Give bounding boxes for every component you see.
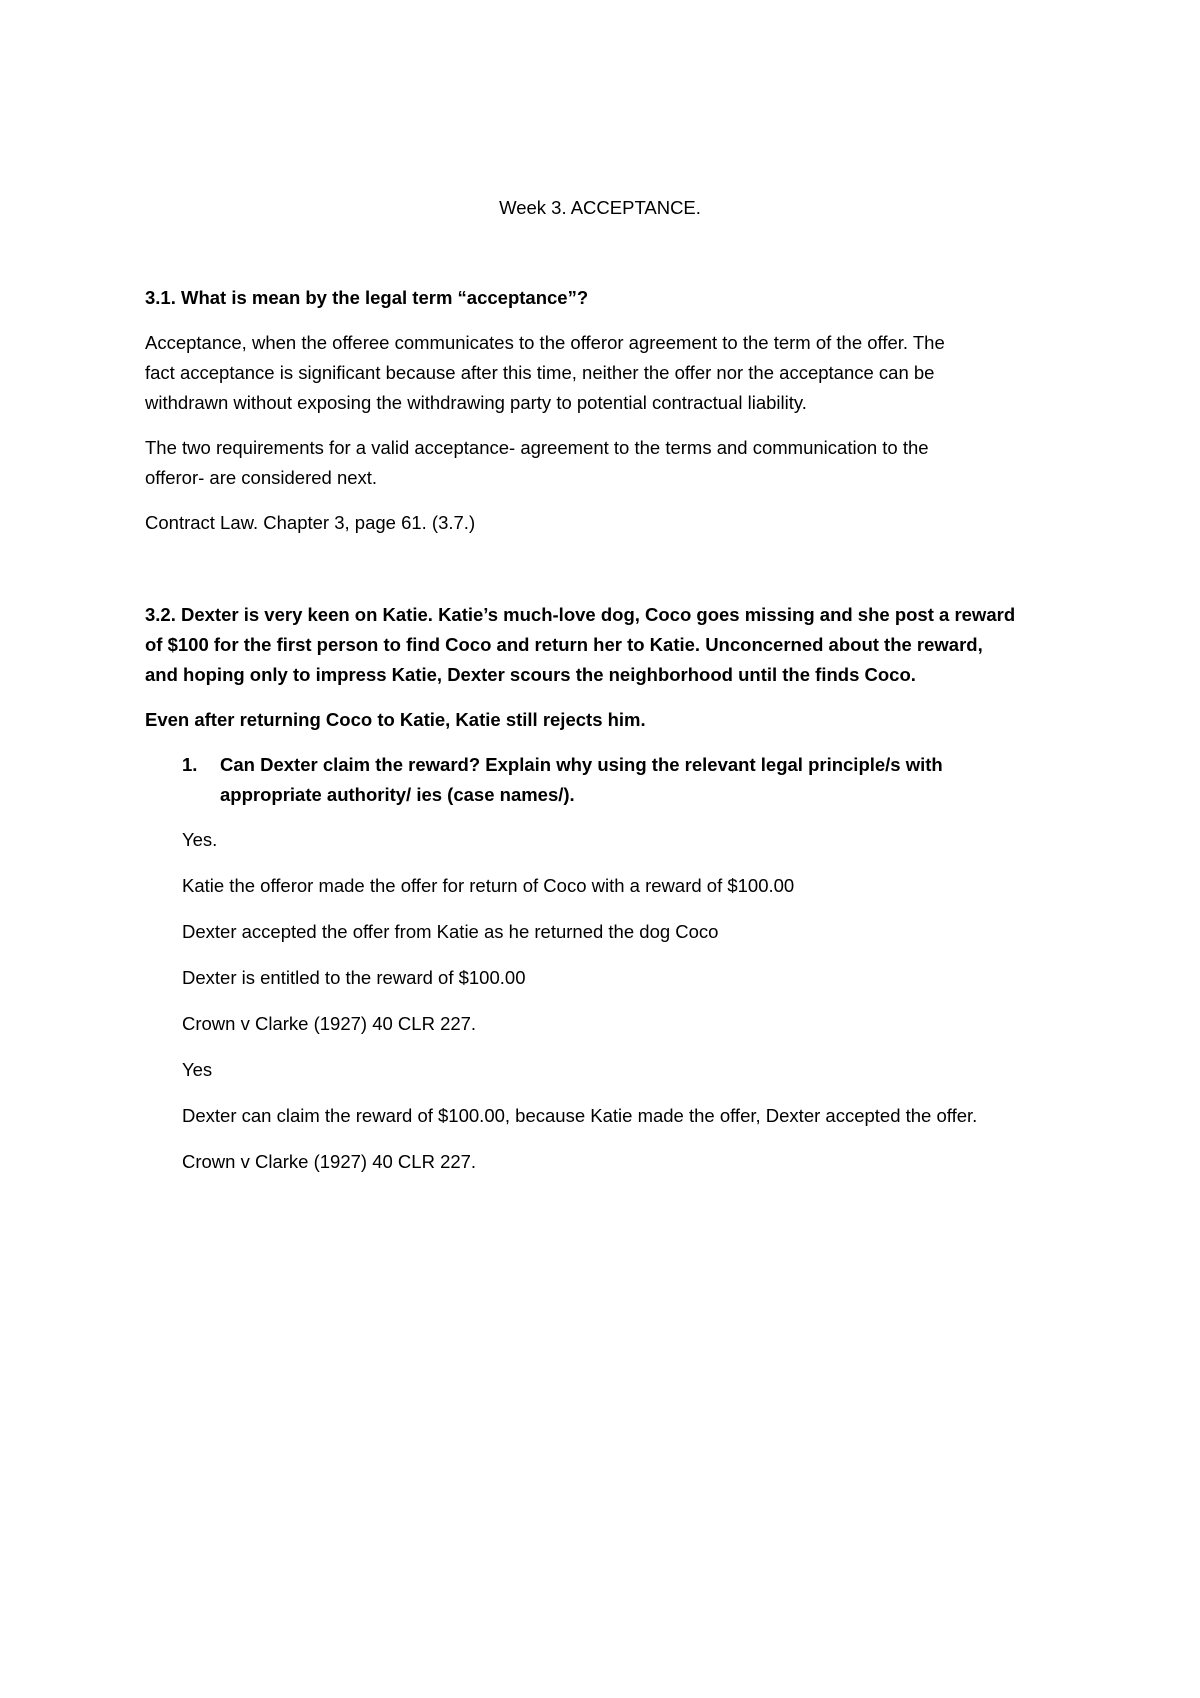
answer-line: Crown v Clarke (1927) 40 CLR 227. xyxy=(182,1013,477,1034)
answer-line: Dexter can claim the reward of $100.00, because Katie made the offer, Dexter accepted the offer. xyxy=(182,1105,978,1126)
q1-heading: 3.1. What is mean by the legal term “acceptance”? xyxy=(145,287,589,308)
q1-para2-line2: offeror- are considered next. xyxy=(145,467,378,488)
q1-para1-line1: Acceptance, when the offeree communicates to the offeror agreement to the term of the offer. The xyxy=(145,332,945,353)
answer-line: Yes. xyxy=(182,829,218,850)
answer-line: Dexter accepted the offer from Katie as he returned the dog Coco xyxy=(182,921,719,942)
q2-followup: Even after returning Coco to Katie, Katie still rejects him. xyxy=(145,709,646,730)
q2-heading-line2: of $100 for the first person to find Coco and return her to Katie. Unconcerned about the reward, xyxy=(145,634,983,655)
answer-line: Dexter is entitled to the reward of $100.00 xyxy=(182,967,526,988)
list-item-text-line1: Can Dexter claim the reward? Explain why using the relevant legal principle/s with xyxy=(220,754,943,775)
q1-para1-line3: withdrawn without exposing the withdrawing party to potential contractual liability. xyxy=(145,392,807,413)
answer-line: Katie the offeror made the offer for return of Coco with a reward of $100.00 xyxy=(182,875,795,896)
list-item-text-line2: appropriate authority/ ies (case names/). xyxy=(220,784,575,805)
q2-heading-line3: and hoping only to impress Katie, Dexter scours the neighborhood until the finds Coco. xyxy=(145,664,916,685)
q1-para2-line1: The two requirements for a valid acceptance- agreement to the terms and communication to the xyxy=(145,437,929,458)
list-item-number: 1. xyxy=(182,754,198,775)
page-title: Week 3. ACCEPTANCE. xyxy=(499,197,701,218)
q1-para1-line2: fact acceptance is significant because after this time, neither the offer nor the acceptance can be xyxy=(145,362,935,383)
q1-reference: Contract Law. Chapter 3, page 61. (3.7.) xyxy=(145,512,476,533)
answer-line: Crown v Clarke (1927) 40 CLR 227. xyxy=(182,1151,477,1172)
answer-line: Yes xyxy=(182,1059,213,1080)
q2-heading-line1: 3.2. Dexter is very keen on Katie. Katie’s much-love dog, Coco goes missing and she post a reward xyxy=(145,604,1016,625)
